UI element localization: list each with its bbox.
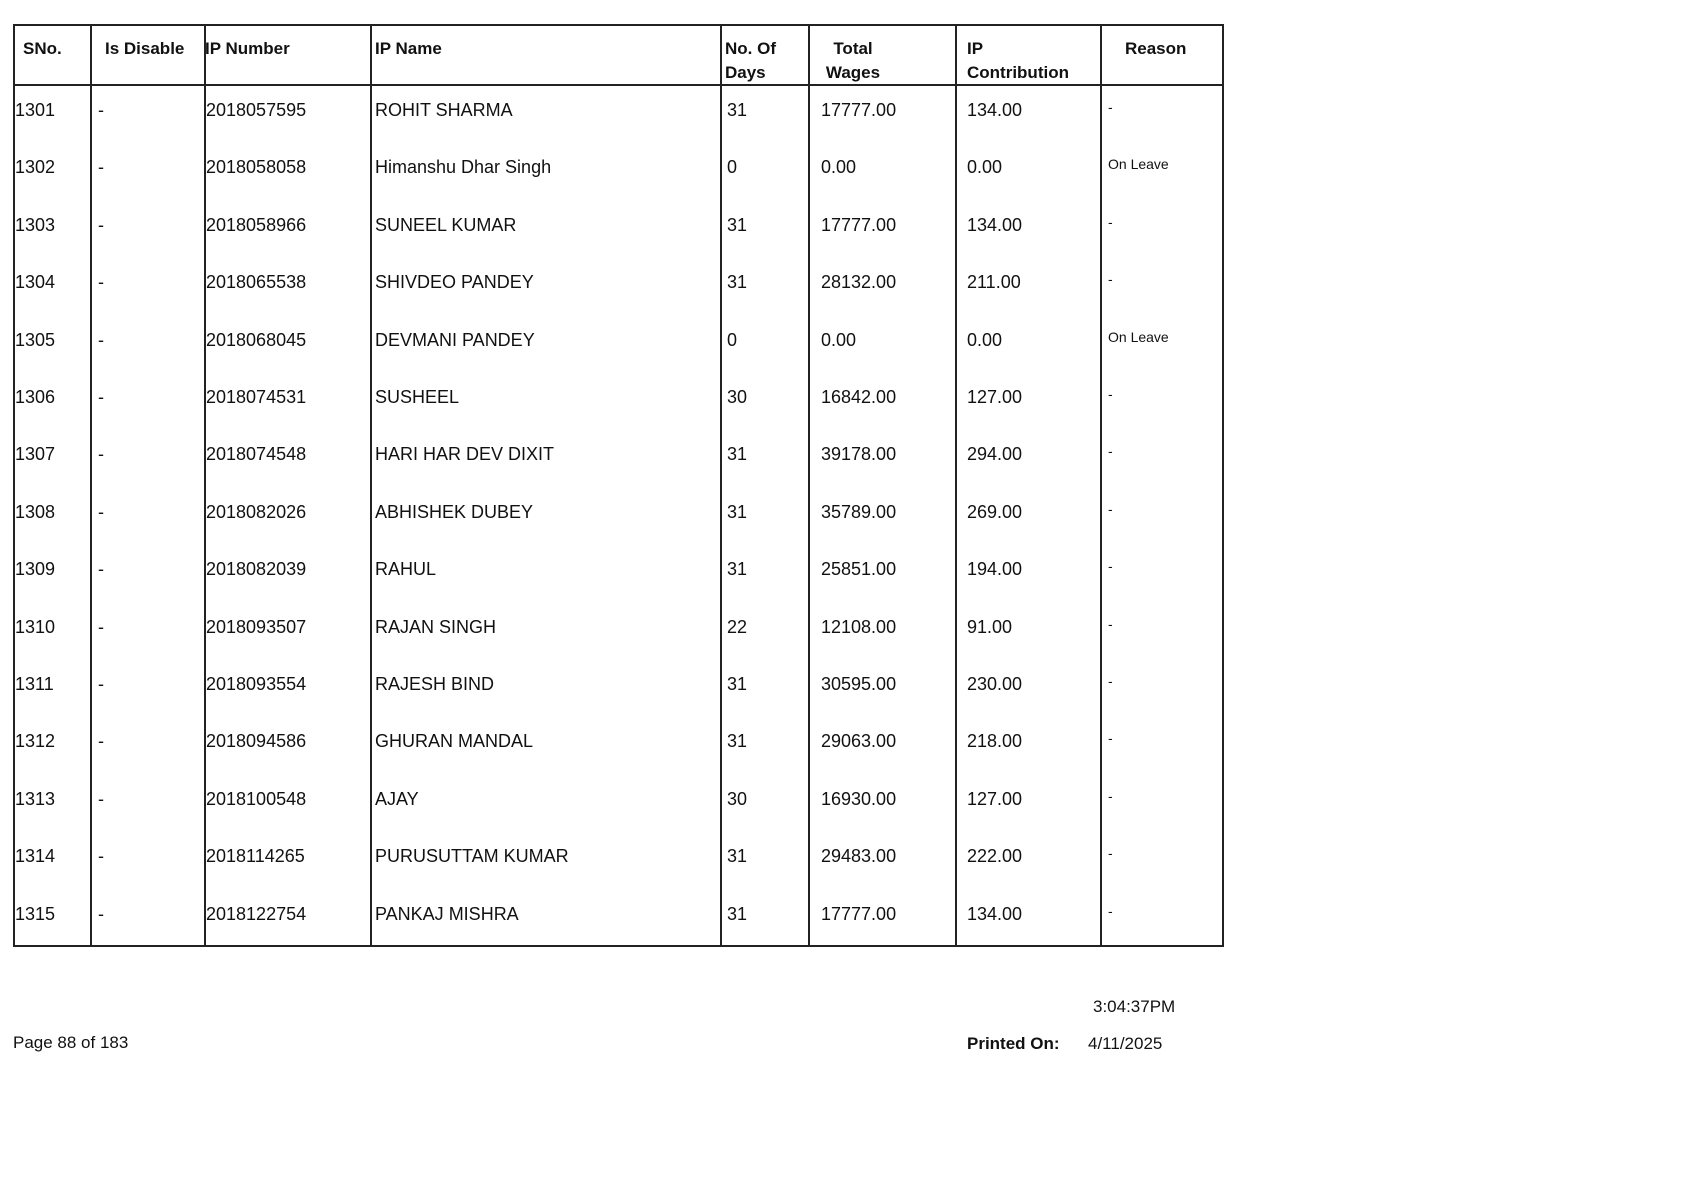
table-row	[15, 143, 1222, 200]
header-ip-number: IP Number	[205, 39, 290, 58]
cell-ip-name: SUNEEL KUMAR	[375, 214, 517, 235]
cell-days: 31	[727, 100, 748, 120]
cell-ip-number: 2018057595	[206, 100, 307, 120]
cell-reason: -	[1108, 99, 1113, 115]
cell-ip-name: GHURAN MANDAL	[375, 731, 534, 752]
cell-total-wages: 16930.00	[821, 788, 897, 809]
cell-is-disable: -	[98, 214, 104, 235]
cell-ip-number: 2018074531	[206, 387, 307, 407]
header-ip-name: IP Name	[375, 39, 442, 58]
cell-ip-name: PURUSUTTAM KUMAR	[375, 846, 569, 867]
cell-reason: -	[1108, 386, 1113, 402]
table-row	[15, 775, 1222, 832]
cell-ip-contribution: 0.00	[967, 329, 1003, 350]
cell-ip-number: 2018068045	[206, 329, 307, 350]
cell-ip-name: ABHISHEK DUBEY	[375, 501, 534, 522]
cell-sno: 1304	[15, 272, 56, 293]
table-row	[15, 258, 1222, 315]
cell-ip-contribution: 222.00	[967, 846, 1023, 867]
cell-is-disable: -	[98, 157, 104, 178]
cell-ip-name: RAHUL	[375, 559, 437, 580]
cell-total-wages: 39178.00	[821, 444, 897, 465]
cell-days: 31	[727, 731, 748, 752]
cell-sno: 1314	[15, 846, 56, 867]
cell-ip-name: DEVMANI PANDEY	[375, 329, 535, 350]
cell-ip-contribution: 134.00	[967, 100, 1023, 120]
cell-sno: 1301	[15, 100, 56, 120]
cell-total-wages: 12108.00	[821, 616, 897, 637]
cell-is-disable: -	[98, 100, 104, 120]
cell-ip-number: 2018093554	[206, 674, 307, 694]
cell-ip-contribution: 230.00	[967, 674, 1023, 694]
cell-ip-number: 2018114265	[206, 846, 305, 867]
table-row	[15, 316, 1222, 373]
cell-total-wages: 25851.00	[821, 559, 897, 580]
cell-days: 30	[727, 788, 748, 809]
cell-is-disable: -	[98, 616, 104, 637]
cell-ip-number: 2018058966	[206, 214, 307, 235]
cell-sno: 1311	[15, 674, 54, 694]
cell-sno: 1313	[15, 788, 56, 809]
cell-ip-number: 2018065538	[206, 272, 307, 293]
printed-on-label: Printed On:	[967, 1034, 1060, 1053]
cell-is-disable: -	[98, 329, 104, 350]
cell-reason: -	[1108, 902, 1113, 919]
cell-ip-number: 2018094586	[206, 731, 307, 752]
cell-days: 31	[727, 444, 748, 465]
printed-date: 4/11/2025	[1088, 1034, 1163, 1053]
page-number: Page 88 of 183	[13, 1033, 129, 1052]
cell-ip-name: SHIVDEO PANDEY	[375, 272, 534, 293]
cell-sno: 1308	[15, 501, 56, 522]
table-row	[15, 545, 1222, 602]
cell-days: 31	[727, 272, 748, 293]
cell-ip-contribution: 294.00	[967, 444, 1023, 465]
header-sno: SNo.	[23, 39, 62, 58]
cell-days: 31	[727, 559, 748, 580]
header-no-of-days: No. Of Days	[725, 39, 776, 82]
cell-reason: -	[1108, 271, 1113, 288]
cell-ip-name: PANKAJ MISHRA	[375, 903, 519, 924]
cell-ip-name: RAJESH BIND	[375, 674, 495, 694]
cell-ip-contribution: 0.00	[967, 157, 1003, 178]
table-row	[15, 832, 1222, 889]
header-reason: Reason	[1125, 39, 1187, 58]
cell-ip-contribution: 211.00	[967, 272, 1021, 293]
table-row	[15, 373, 1222, 430]
cell-sno: 1315	[15, 903, 56, 924]
cell-sno: 1312	[15, 731, 56, 752]
cell-ip-name: SUSHEEL	[375, 387, 460, 407]
cell-ip-name: RAJAN SINGH	[375, 616, 497, 637]
cell-total-wages: 0.00	[821, 329, 857, 350]
cell-total-wages: 29063.00	[821, 731, 897, 752]
cell-is-disable: -	[98, 903, 104, 924]
cell-ip-contribution: 134.00	[967, 903, 1023, 924]
cell-ip-contribution: 269.00	[967, 501, 1023, 522]
cell-sno: 1307	[15, 444, 56, 465]
cell-total-wages: 28132.00	[821, 272, 897, 293]
cell-sno: 1309	[15, 559, 56, 580]
table-row	[15, 488, 1222, 545]
cell-ip-contribution: 91.00	[967, 616, 1013, 637]
cell-ip-name: HARI HAR DEV DIXIT	[375, 444, 555, 465]
cell-is-disable: -	[98, 559, 104, 580]
header-is-disable: Is Disable	[105, 39, 185, 58]
table-row	[15, 430, 1222, 487]
table-row	[15, 201, 1222, 258]
cell-total-wages: 0.00	[821, 157, 857, 178]
cell-sno: 1303	[15, 214, 56, 235]
cell-ip-contribution: 134.00	[967, 214, 1023, 235]
cell-sno: 1310	[15, 616, 56, 637]
contribution-table	[13, 24, 1224, 947]
cell-days: 31	[727, 846, 748, 867]
cell-days: 0	[727, 157, 738, 178]
cell-days: 31	[727, 214, 748, 235]
cell-reason: On Leave	[1108, 328, 1169, 345]
cell-is-disable: -	[98, 272, 104, 293]
cell-days: 31	[727, 501, 748, 522]
table-row	[15, 890, 1222, 947]
cell-reason: -	[1108, 730, 1113, 747]
cell-reason: -	[1108, 673, 1113, 689]
table-row	[15, 603, 1222, 660]
cell-reason: -	[1108, 845, 1113, 862]
cell-reason: -	[1108, 500, 1113, 517]
cell-days: 0	[727, 329, 738, 350]
cell-days: 30	[727, 387, 748, 407]
cell-reason: -	[1108, 787, 1113, 804]
cell-ip-contribution: 218.00	[967, 731, 1023, 752]
cell-ip-name: Himanshu Dhar Singh	[375, 157, 552, 178]
cell-reason: On Leave	[1108, 156, 1169, 173]
cell-sno: 1305	[15, 329, 56, 350]
cell-total-wages: 29483.00	[821, 846, 897, 867]
header-total-wages: Total Wages	[825, 39, 881, 82]
cell-ip-name: ROHIT SHARMA	[375, 100, 513, 120]
cell-days: 31	[727, 674, 748, 694]
cell-ip-contribution: 194.00	[967, 559, 1023, 580]
cell-is-disable: -	[98, 788, 104, 809]
cell-is-disable: -	[98, 846, 104, 867]
cell-ip-number: 2018093507	[206, 616, 307, 637]
cell-is-disable: -	[98, 501, 104, 522]
cell-ip-contribution: 127.00	[967, 788, 1023, 809]
cell-ip-number: 2018074548	[206, 444, 307, 465]
cell-ip-number: 2018122754	[206, 903, 307, 924]
cell-is-disable: -	[98, 674, 104, 694]
cell-is-disable: -	[98, 387, 104, 407]
table-row	[15, 86, 1222, 143]
cell-ip-number: 2018082026	[206, 501, 307, 522]
cell-days: 31	[727, 903, 748, 924]
cell-total-wages: 17777.00	[821, 100, 897, 120]
cell-reason: -	[1108, 558, 1113, 575]
cell-sno: 1306	[15, 387, 56, 407]
table-row	[15, 717, 1222, 774]
cell-reason: -	[1108, 213, 1113, 230]
header-ip-contribution: IP Contribution	[967, 39, 1069, 82]
cell-total-wages: 30595.00	[821, 674, 897, 694]
cell-total-wages: 35789.00	[821, 501, 897, 522]
cell-ip-number: 2018082039	[206, 559, 307, 580]
cell-is-disable: -	[98, 444, 104, 465]
cell-ip-name: AJAY	[375, 788, 419, 809]
cell-is-disable: -	[98, 731, 104, 752]
table-row	[15, 660, 1222, 717]
printed-time: 3:04:37PM	[1093, 997, 1176, 1016]
cell-reason: -	[1108, 615, 1113, 632]
cell-ip-contribution: 127.00	[967, 387, 1023, 407]
cell-days: 22	[727, 616, 748, 637]
cell-reason: -	[1108, 443, 1113, 460]
cell-ip-number: 2018100548	[206, 788, 307, 809]
cell-total-wages: 16842.00	[821, 387, 897, 407]
cell-total-wages: 17777.00	[821, 214, 897, 235]
cell-ip-number: 2018058058	[206, 157, 307, 178]
cell-total-wages: 17777.00	[821, 903, 897, 924]
cell-sno: 1302	[15, 157, 56, 178]
